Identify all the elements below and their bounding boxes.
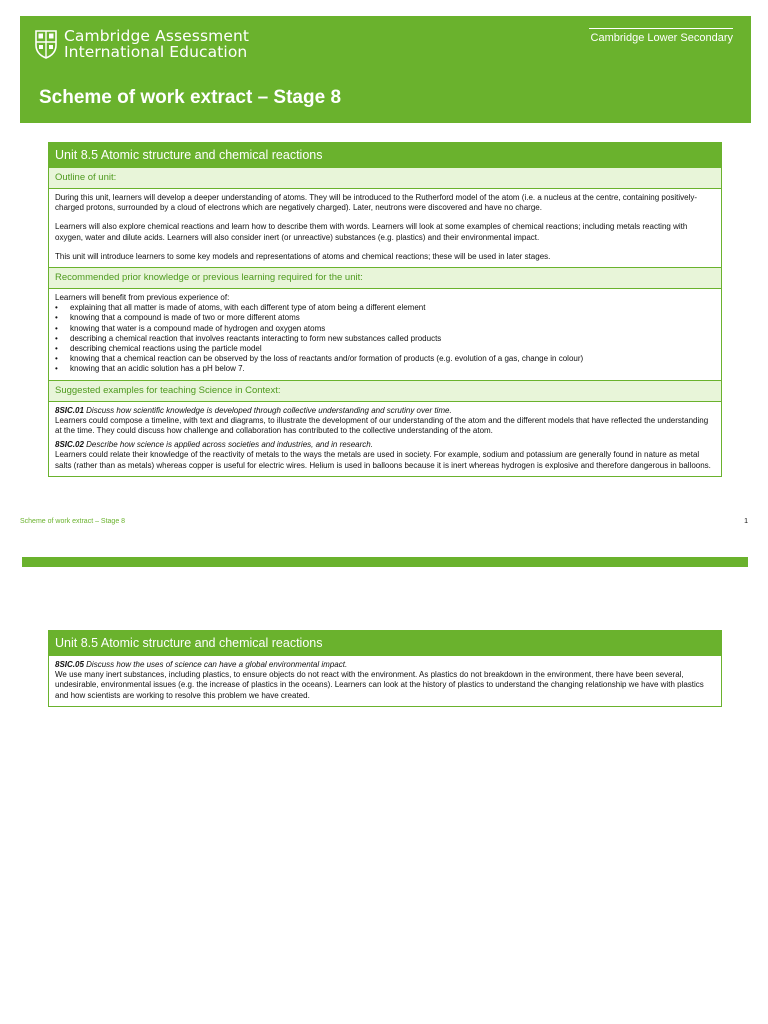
list-item: • knowing that an acidic solution has a pH below 7.	[55, 364, 715, 374]
outline-body	[49, 189, 721, 267]
prior-knowledge-list	[55, 303, 715, 374]
cambridge-logo	[34, 28, 249, 60]
objective-code: 8SIC.01	[55, 405, 84, 415]
page-2-header-bar	[22, 557, 748, 567]
unit-title: Unit 8.5 Atomic structure and chemical reactions	[49, 143, 721, 167]
prior-knowledge-heading: Recommended prior knowledge or previous learning required for the unit:	[49, 267, 721, 289]
footer-label: Scheme of work extract – Stage 8	[20, 518, 126, 525]
objective-code: 8SIC.05	[55, 660, 84, 669]
list-item: • knowing that a compound is made of two or more different atoms	[55, 313, 715, 323]
programme-label: Cambridge Lower Secondary	[589, 28, 733, 44]
crest-icon	[34, 29, 58, 59]
header-banner	[20, 16, 751, 123]
context-objective-line	[55, 660, 715, 670]
outline-paragraph: During this unit, learners will develop a deeper understanding of atoms. They will be introduced to the Rutherford model of the atom (i.e. a nucleus at the centre, containing positively-charged protons, surrounded by a cloud of electrons which are negatively charged). Later, neutrons were discovered and have no charge.	[55, 193, 697, 213]
page-footer	[20, 518, 751, 525]
unit-card-continued	[48, 630, 722, 707]
context-objective-line	[55, 406, 715, 416]
context-text: Learners could relate their knowledge of the reactivity of metals to the ways the metals are used in society. For example, sodium and potassium are generally found in nature as metal salts (rather than as metals) whereas copper is useful for electric wires. Helium is used in balloons because it is inert whereas hydrogen is explosive and therefore dangerous in balloons.	[55, 450, 711, 470]
list-item: • knowing that water is a compound made of hydrogen and oxygen atoms	[55, 324, 715, 334]
context-body	[49, 402, 721, 476]
list-item: • knowing that a chemical reaction can be observed by the loss of reactants and/or formation of products (e.g. evolution of a gas, change in colour)	[55, 354, 715, 364]
page-number: 1	[744, 518, 748, 525]
list-item: • describing a chemical reaction that involves reactants interacting to form new substances called products	[55, 334, 715, 344]
list-item: • explaining that all matter is made of atoms, with each different type of atom being a different element	[55, 303, 715, 313]
unit-card	[48, 142, 722, 477]
context-heading: Suggested examples for teaching Science in Context:	[49, 380, 721, 402]
prior-knowledge-body	[49, 289, 721, 380]
context-body	[49, 655, 721, 706]
outline-heading: Outline of unit:	[49, 167, 721, 189]
logo-line-2: International Education	[64, 43, 248, 61]
objective-text: Discuss how scientific knowledge is developed through collective understanding and scrutiny over time.	[86, 405, 452, 415]
prior-knowledge-intro: Learners will benefit from previous experience of:	[55, 293, 230, 303]
context-text: We use many inert substances, including plastics, to ensure objects do not react with the environment. As plastics do not breakdown in the environment, there have been several, undesirable, environmental issues (e.g. the increase of plastics in the oceans). Learners can look at the history of plastics to understand the changing relationship we have with plastics and how scientists are working to resolve this problem we have created.	[55, 670, 704, 700]
context-objective-line	[55, 440, 715, 450]
outline-paragraph: This unit will introduce learners to some key models and representations of atoms and chemical reactions; these will be used in later stages.	[55, 251, 551, 261]
logo-line-1: Cambridge Assessment	[64, 27, 250, 45]
objective-text: Describe how science is applied across societies and industries, and in research.	[86, 440, 373, 450]
unit-title: Unit 8.5 Atomic structure and chemical reactions	[49, 631, 721, 655]
outline-paragraph: Learners will also explore chemical reactions and learn how to describe them with words. Learners will look at some examples of chemical reactions; including metals reacting with oxygen, water and dilute acids. Learners will also consider inert (or unreactive) substances (e.g. plastics) and their environmental impact.	[55, 222, 688, 242]
document-title: Scheme of work extract – Stage 8	[39, 87, 342, 108]
objective-code: 8SIC.02	[55, 440, 84, 450]
objective-text: Discuss how the uses of science can have a global environmental impact.	[86, 660, 348, 669]
list-item: • describing chemical reactions using the particle model	[55, 344, 715, 354]
context-text: Learners could compose a timeline, with text and diagrams, to illustrate the development of our understanding of the atom and the different models that have reflected the understanding at the time. They could discuss how challenge and collaboration has contributed to the collective understanding of the atom.	[55, 415, 709, 436]
